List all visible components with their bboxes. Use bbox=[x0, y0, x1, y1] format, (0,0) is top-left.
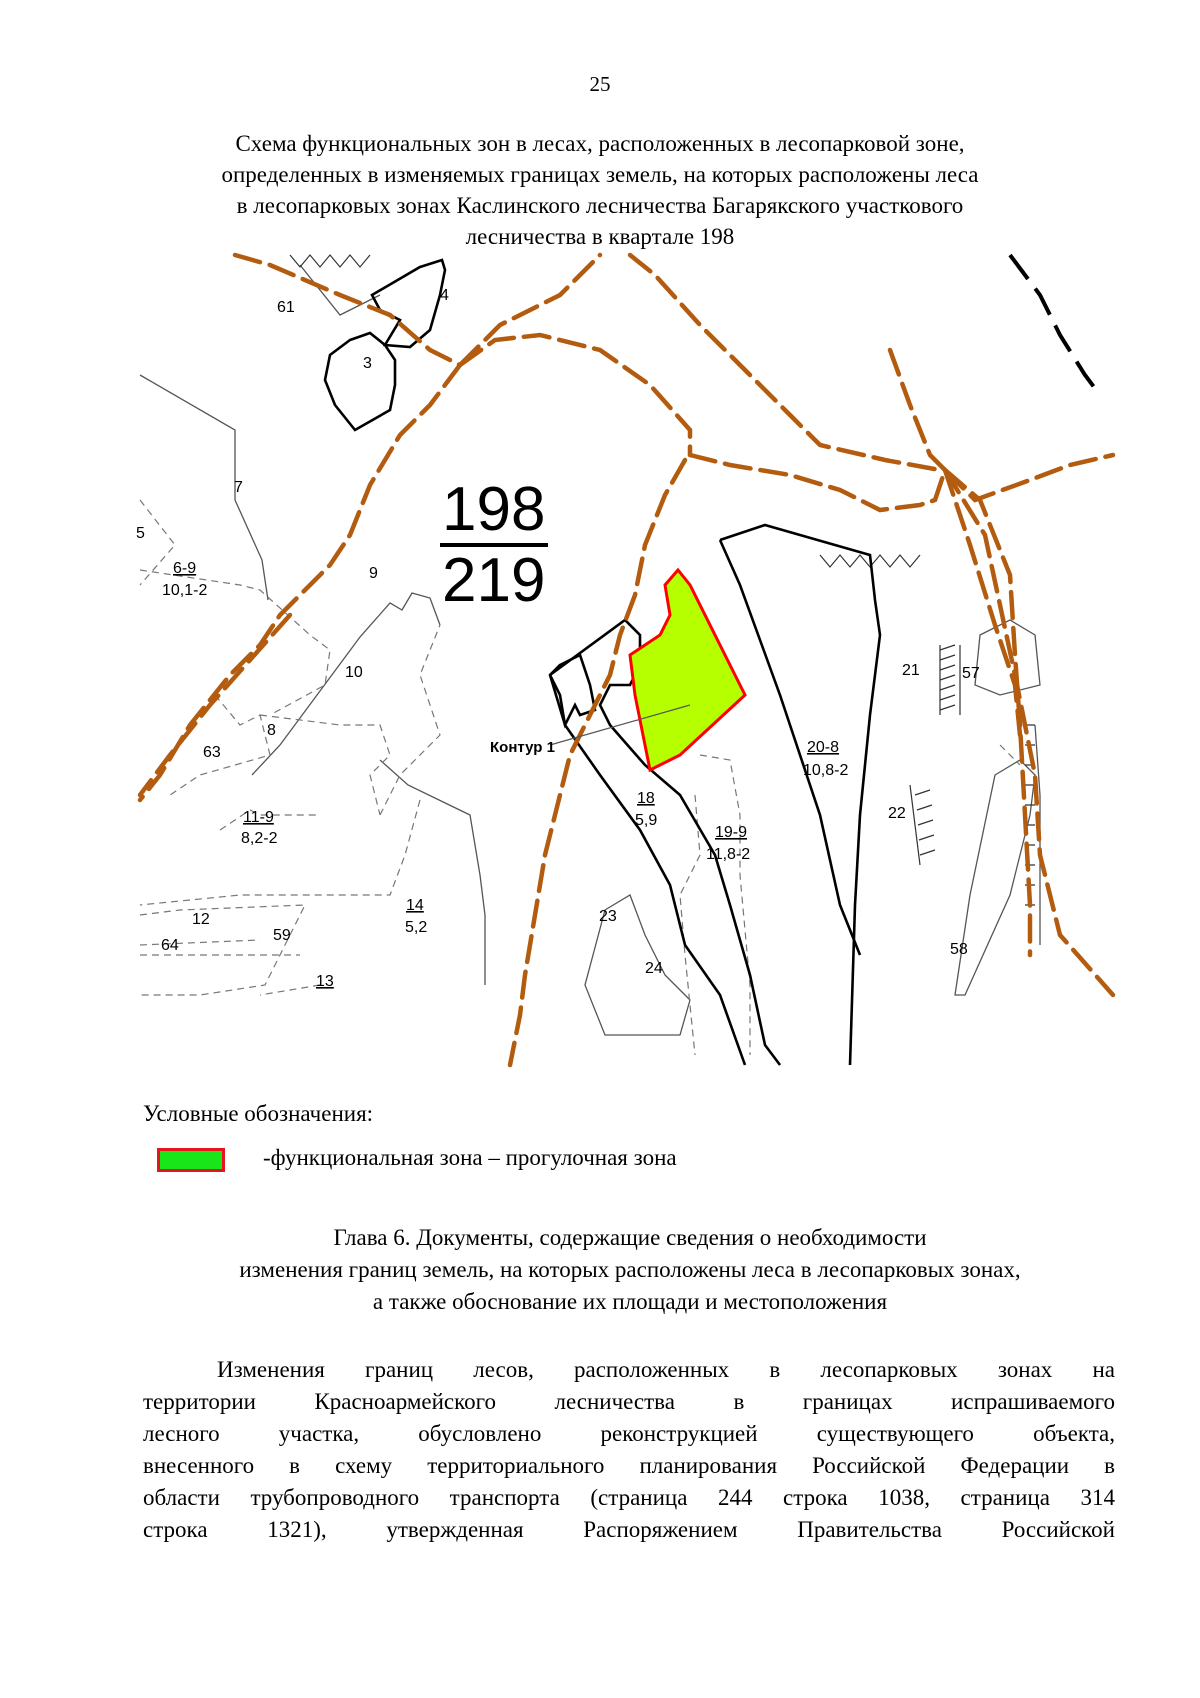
body-line: внесенного в схему территориального планирования Российской Федерации в bbox=[143, 1453, 1115, 1478]
dashed-compartment-lines bbox=[140, 500, 1020, 1055]
map-title-line: Схема функциональных зон в лесах, расположенных в лесопарковой зоне, bbox=[235, 131, 965, 156]
map-title-line: определенных в изменяемых границах земель, на которых расположены леса bbox=[221, 162, 979, 187]
compartment-label: 22 bbox=[888, 805, 906, 822]
compartment-label: 64 bbox=[161, 937, 179, 954]
compartment-sublabel: 11,8-2 bbox=[706, 846, 751, 863]
compartment-label: 61 bbox=[277, 299, 295, 316]
compartment-label: 58 bbox=[950, 941, 968, 958]
compartment-label: 20-8 bbox=[807, 739, 840, 756]
compartment-label: 10 bbox=[345, 664, 363, 681]
compartment-label: 3 bbox=[363, 355, 372, 372]
compartment-sublabel: 5,9 bbox=[635, 812, 658, 829]
chapter-heading-line: изменения границ земель, на которых расположены леса в лесопарковых зонах, bbox=[239, 1257, 1021, 1282]
compartment-label: 59 bbox=[273, 927, 291, 944]
body-line: области трубопроводного транспорта (страница 244 строка 1038, страница 314 bbox=[143, 1485, 1115, 1510]
body-line: территории Красноармейского лесничества в границах испрашиваемого bbox=[143, 1389, 1115, 1414]
map-title-line: лесничества в квартале 198 bbox=[465, 224, 735, 249]
contour-1-zone bbox=[630, 570, 745, 770]
compartment-sublabel: 8,2-2 bbox=[241, 830, 278, 847]
compartment-label: 12 bbox=[192, 911, 210, 928]
map-title bbox=[140, 128, 1060, 252]
compartment-label: 57 bbox=[962, 665, 980, 682]
body-line: лесного участка, обусловлено реконструкцией существующего объекта, bbox=[143, 1421, 1115, 1446]
quarter-area: 219 bbox=[442, 546, 546, 615]
compartment-boundaries bbox=[140, 265, 1040, 1035]
compartment-label: 24 bbox=[645, 960, 663, 977]
compartment-sublabel: 10,8-2 bbox=[803, 762, 849, 779]
compartment-sublabel: 5,2 bbox=[405, 919, 428, 936]
compartment-label: 9 bbox=[369, 565, 378, 582]
object-contours bbox=[325, 260, 880, 1065]
compartment-label: 7 bbox=[234, 479, 243, 496]
compartment-label: 6-9 bbox=[173, 560, 197, 577]
compartment-label: 13 bbox=[316, 973, 334, 990]
page-number: 25 bbox=[589, 72, 611, 96]
compartment-label: 8 bbox=[267, 722, 276, 739]
compartment-label: 4 bbox=[440, 287, 449, 304]
compartment-label: 19-9 bbox=[715, 824, 748, 841]
compartment-sublabel: 10,1-2 bbox=[162, 582, 208, 599]
body-line: Изменения границ лесов, расположенных в лесопарковых зонах на bbox=[217, 1357, 1115, 1382]
chapter-heading bbox=[140, 1222, 1120, 1318]
body-paragraph bbox=[143, 1354, 1115, 1546]
compartment-label: 11-9 bbox=[243, 809, 274, 826]
compartment-label: 18 bbox=[637, 790, 655, 807]
hatch-marks bbox=[290, 255, 1035, 905]
legend-title: Условные обозначения: bbox=[143, 1101, 374, 1126]
compartment-label: 63 bbox=[203, 744, 221, 761]
map-title-line: в лесопарковых зонах Каслинского лесничества Багарякского участкового bbox=[236, 193, 964, 218]
compartment-label: 14 bbox=[406, 897, 424, 914]
compartment-label: 21 bbox=[902, 662, 920, 679]
compartment-label: 23 bbox=[599, 908, 617, 925]
chapter-heading-line: а также обоснование их площади и местоположения bbox=[372, 1289, 888, 1314]
legend-item-text: -функциональная зона – прогулочная зона bbox=[263, 1145, 677, 1170]
forest-quarter-map bbox=[136, 255, 1113, 1065]
black-boundary-line bbox=[1010, 255, 1100, 395]
chapter-heading-line: Глава 6. Документы, содержащие сведения о необходимости bbox=[333, 1225, 927, 1250]
quarter-number: 198 bbox=[442, 475, 546, 544]
compartment-label: 5 bbox=[136, 525, 145, 542]
contour-label: Контур 1 bbox=[490, 739, 555, 756]
body-line: строка 1321), утвержденная Распоряжением Правительства Российской bbox=[143, 1517, 1115, 1542]
legend-swatch bbox=[157, 1148, 225, 1172]
